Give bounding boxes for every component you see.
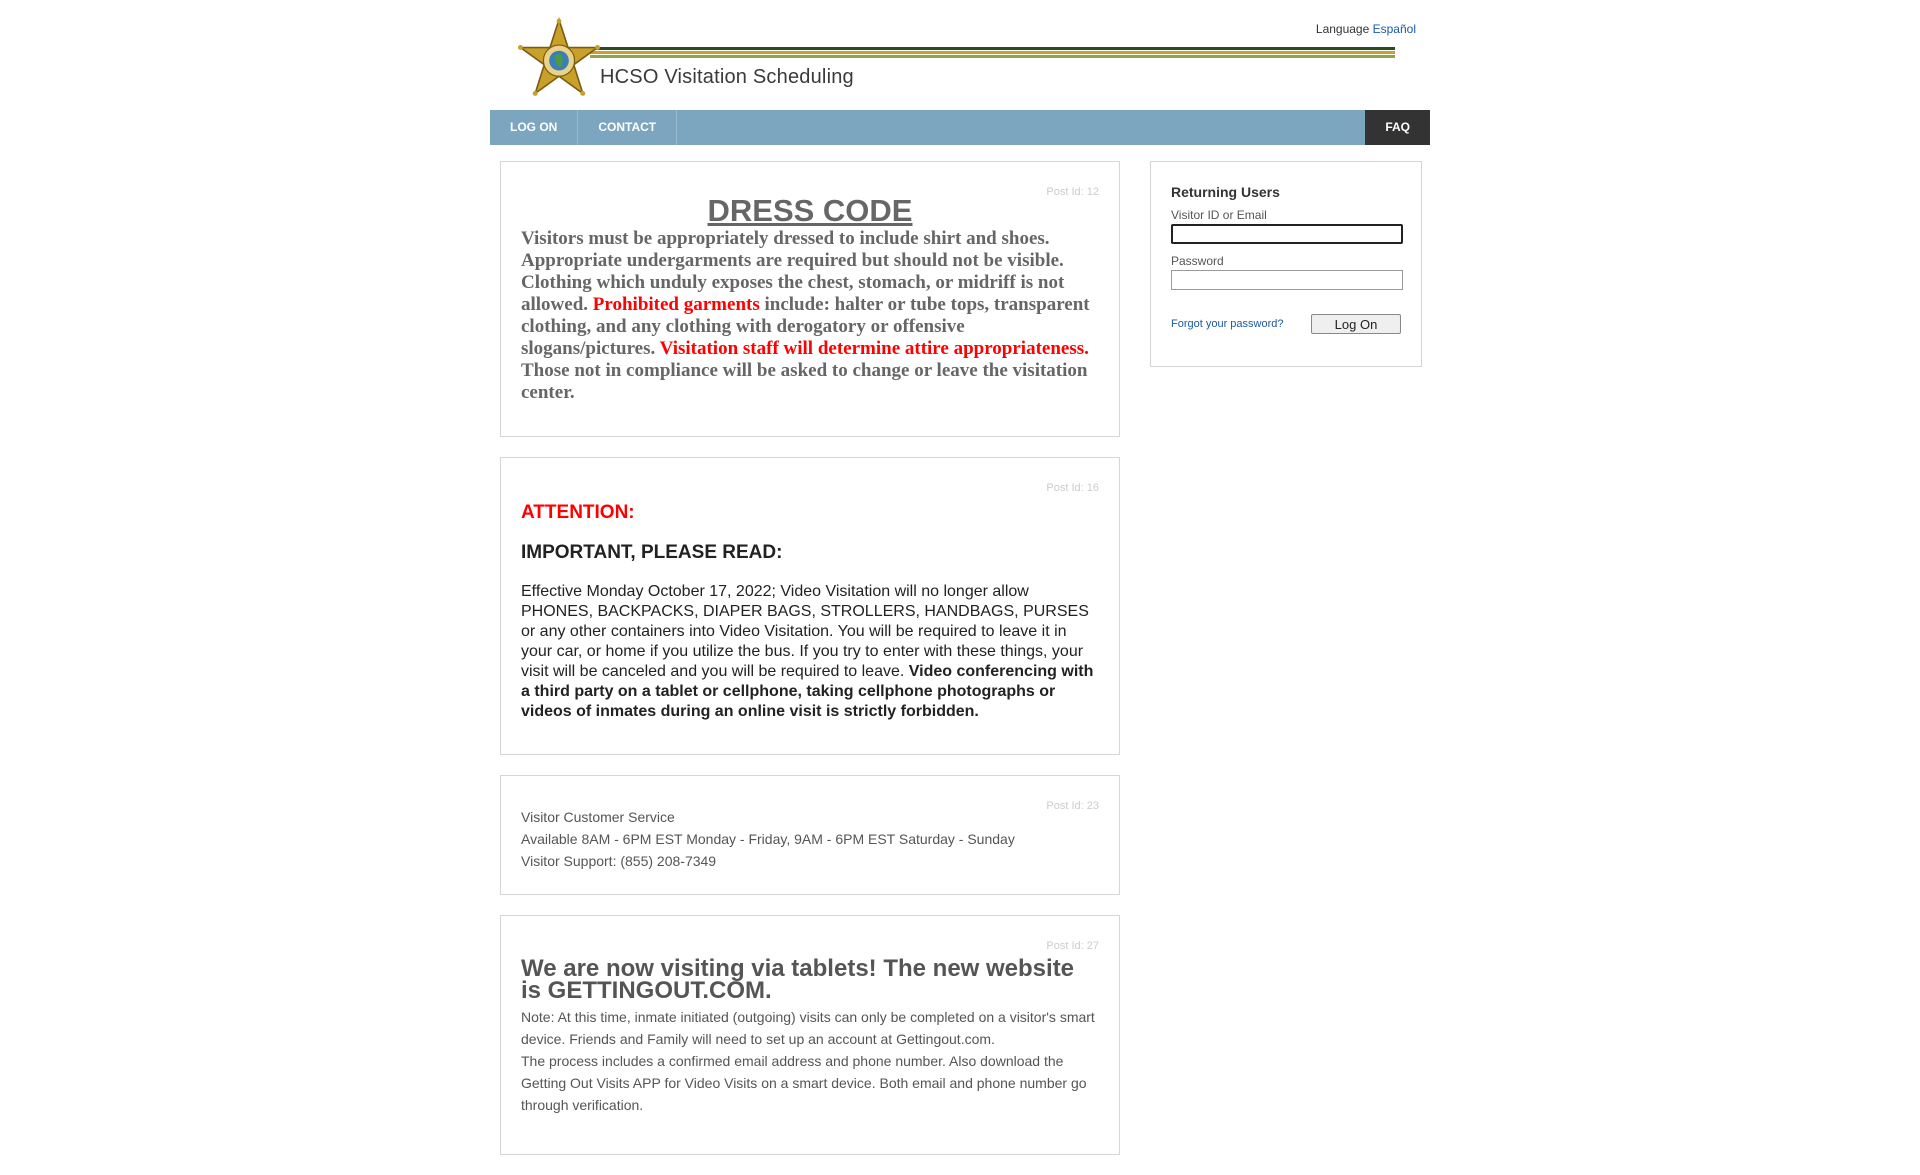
password-label: Password	[1171, 254, 1224, 268]
nav-log-on[interactable]: LOG ON	[490, 110, 578, 145]
post-title: ATTENTION:	[521, 502, 635, 523]
attention-text	[521, 582, 1099, 722]
password-input[interactable]	[1171, 270, 1403, 290]
login-title: Returning Users	[1171, 184, 1280, 200]
service-info	[521, 806, 1099, 872]
post-paragraph: Note: At this time, inmate initiated (outgoing) visits can only be completed on a visitor's smart device. Friends and Family will need to set up an account at Gettingout.com.	[521, 1009, 1095, 1047]
log-on-button[interactable]: Log On	[1311, 314, 1401, 334]
text-run-red: Prohibited garments	[592, 294, 760, 315]
language-label: Language	[1315, 22, 1370, 36]
login-panel	[1150, 161, 1422, 367]
post-customer-service	[500, 775, 1120, 895]
post-paragraph: The process includes a confirmed email address and phone number. Also download the Getting Out Visits APP for Video Visits on a smart device. Both email and phone number go through verification.	[521, 1053, 1087, 1113]
login-actions	[1171, 318, 1401, 340]
header-stripes	[590, 47, 1395, 61]
post-id: Post Id: 23	[1046, 800, 1099, 812]
post-subtitle: IMPORTANT, PLEASE READ:	[521, 542, 783, 563]
header-stripe-green	[590, 55, 1395, 58]
post-tablets	[500, 915, 1120, 1155]
main-nav	[490, 110, 1430, 145]
post-title: DRESS CODE	[707, 193, 913, 228]
service-line: Available 8AM - 6PM EST Monday - Friday, 9AM - 6PM EST Saturday - Sunday	[521, 831, 1015, 847]
visitor-id-label: Visitor ID or Email	[1171, 208, 1267, 222]
header-stripe-gold	[590, 51, 1395, 54]
service-line: Visitor Customer Service	[521, 809, 675, 825]
post-title: We are now visiting via tablets! The new website is GETTINGOUT.COM.	[521, 955, 1075, 1004]
text-run: Visitors must be appropriately dressed to include shirt and shoes. Appropriate undergarments are required but should not be visible. Clothing which unduly exposes the chest, stomach, or midriff is not allowed.	[521, 228, 1065, 315]
header	[490, 0, 1430, 110]
dress-code-text	[521, 228, 1099, 404]
forgot-password-link[interactable]: Forgot your password?	[1171, 318, 1284, 330]
page	[490, 0, 1430, 1113]
language-switcher	[1316, 22, 1416, 36]
site-title: HCSO Visitation Scheduling	[600, 66, 854, 88]
post-id: Post Id: 27	[1046, 940, 1099, 952]
post-dress-code	[500, 161, 1120, 437]
post-id: Post Id: 12	[1046, 186, 1099, 198]
service-line: Visitor Support: (855) 208-7349	[521, 853, 717, 869]
text-run: Those not in compliance will be asked to change or leave the visitation center.	[521, 360, 1088, 403]
post-attention	[500, 457, 1120, 755]
sheriff-star-logo-icon	[518, 18, 600, 100]
nav-contact[interactable]: CONTACT	[578, 110, 677, 145]
nav-faq[interactable]: FAQ	[1365, 110, 1430, 145]
visitor-id-input[interactable]	[1171, 224, 1403, 244]
text-run-bold: Video conferencing with a third party on a tablet or cellphone, taking cellphone photographs or videos of inmates during an online visit is strictly forbidden.	[521, 663, 1094, 720]
posts-column	[500, 161, 1120, 1175]
text-run: Effective Monday October 17, 2022; Video Visitation will no longer allow PHONES, BACKPACKS, DIAPER BAGS, STROLLERS, HANDBAGS, PURSES or any other containers into Video Visitation. You will be required to leave it in your car, or home if you utilize the bus. If you try to enter with these things, your visit will be canceled and you will be required to leave.	[521, 583, 1089, 680]
text-run: include: halter or tube tops, transparent clothing, and any clothing with derogatory or offensive slogans/pictures.	[521, 294, 1090, 359]
header-stripe-dark	[590, 47, 1395, 50]
post-id: Post Id: 16	[1046, 482, 1099, 494]
text-run-red: Visitation staff will determine attire appropriateness.	[659, 338, 1089, 359]
language-link-espanol[interactable]: Español	[1372, 22, 1416, 36]
